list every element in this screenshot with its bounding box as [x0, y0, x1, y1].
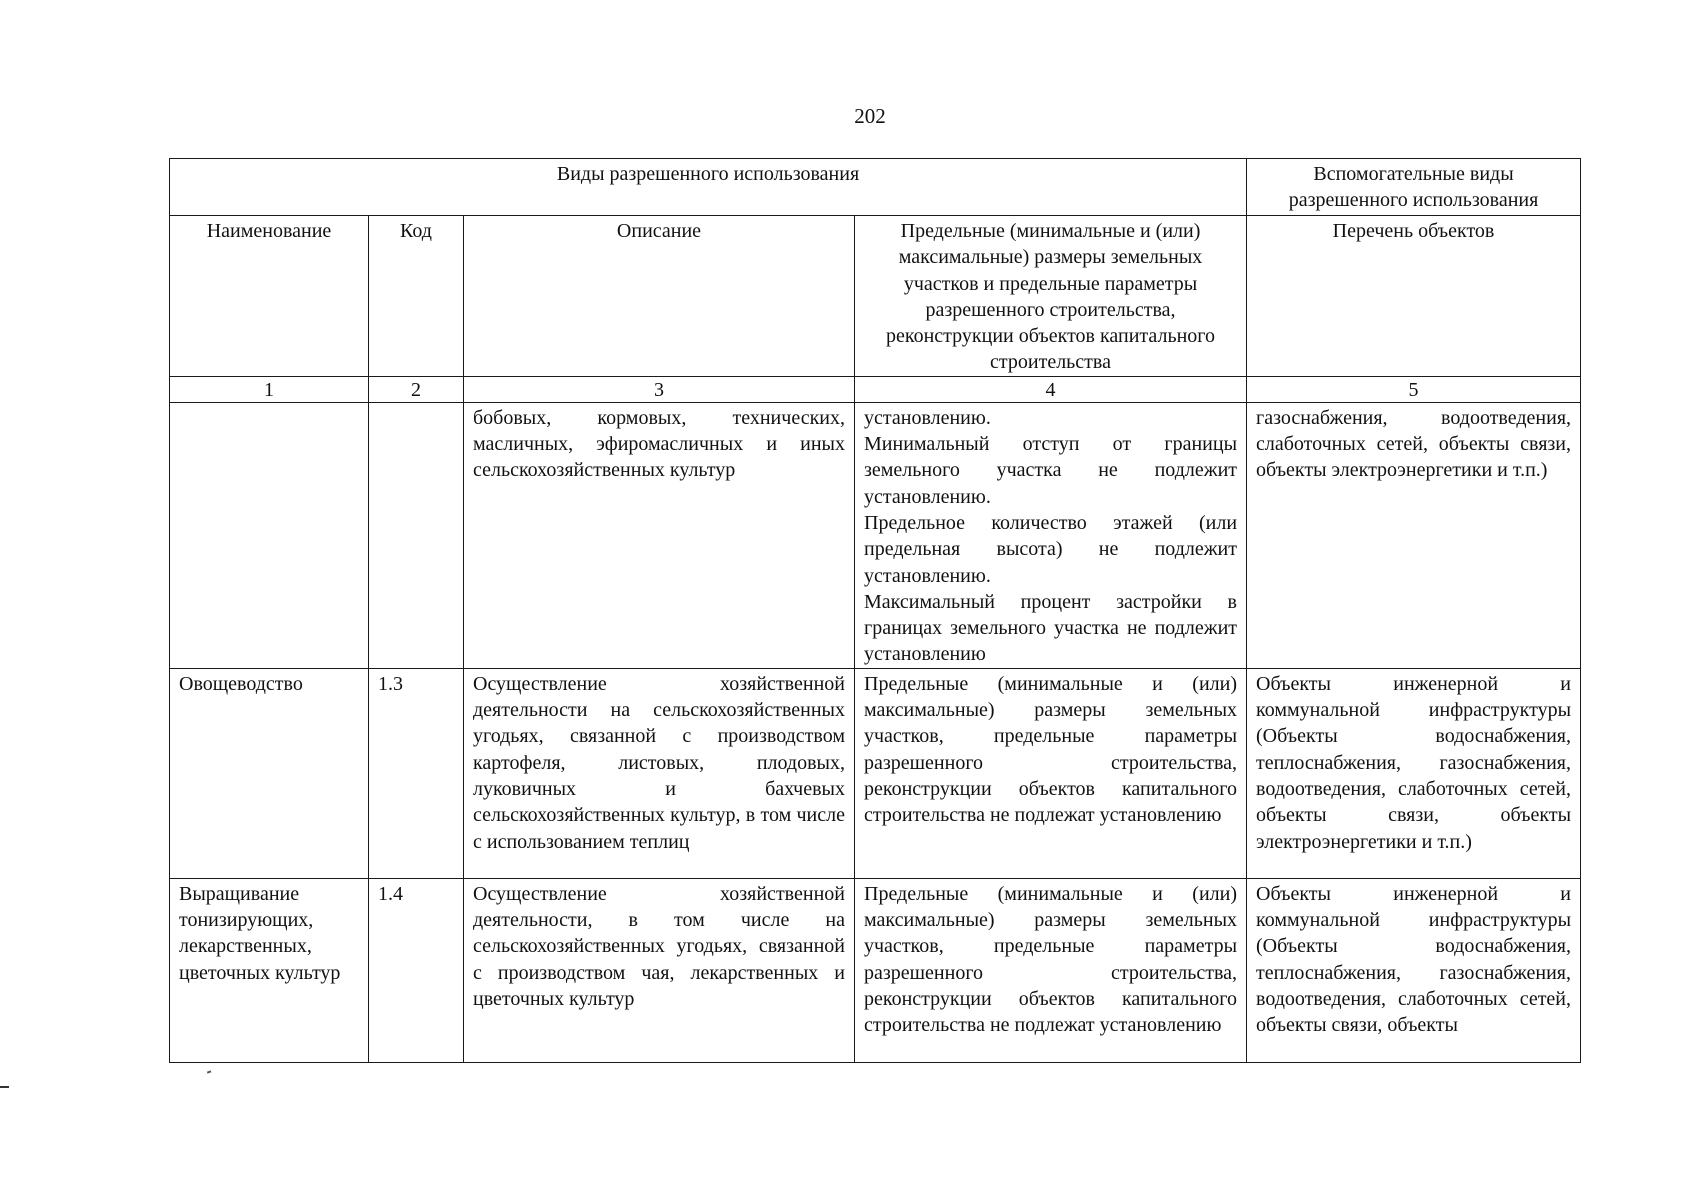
limits-paragraph: Минимальный отступ от границы земельного участка не подлежит установлению.: [864, 433, 1238, 508]
cell-description: Осуществление хозяйственной деятельности, в том числе на сельскохозяйственных угодьях, связанной с производством чая, лекарственных и цветочных культур: [464, 878, 855, 1062]
cell-name: [170, 402, 369, 668]
table-row: [170, 878, 1581, 1062]
table-column-header-row: [170, 216, 1581, 377]
table-row: [170, 668, 1581, 878]
scan-margin-mark: [0, 1086, 9, 1088]
page-number: 202: [854, 104, 886, 128]
table-row: [170, 402, 1581, 668]
cell-code: 1.4: [369, 878, 464, 1062]
limits-paragraph: установлению.: [864, 406, 991, 429]
column-number: 4: [855, 376, 1247, 402]
cell-limits: [855, 402, 1247, 668]
cell-objects: Объекты инженерной и коммунальной инфраструктуры (Объекты водоснабжения, теплоснабжения, газоснабжения, водоотведения, слаботочных сетей, объекты связи, объекты: [1247, 878, 1581, 1062]
cell-objects: Объекты инженерной и коммунальной инфраструктуры (Объекты водоснабжения, теплоснабжения, газоснабжения, водоотведения, слаботочных сетей, объекты связи, объекты электроэнергетики и т.п.): [1247, 668, 1581, 878]
limits-paragraph: Предельные (минимальные и (или) максимальные) размеры земельных участков, предельные параметры разрешенного строительства, реконструкции объектов капитального строительства не подлежат установлению: [864, 672, 1238, 827]
cell-objects: газоснабжения, водоотведения, слаботочных сетей, объекты связи, объекты электроэнергетики и т.п.): [1247, 402, 1581, 668]
column-header-limits: Предельные (минимальные и (или) максимальные) размеры земельных участков и предельные параметры разрешенного строительства, реконструкции объектов капитального строительства: [855, 216, 1247, 377]
table-group-header-row: [170, 159, 1581, 216]
scan-speck: [207, 1070, 211, 1073]
column-header-name: Наименование: [170, 216, 369, 377]
cell-name: Выращивание тонизирующих, лекарственных, цветочных культур: [170, 878, 369, 1062]
cell-code: [369, 402, 464, 668]
group-header-aux: Вспомогательные виды разрешенного использования: [1247, 159, 1581, 216]
column-number: 5: [1247, 376, 1581, 402]
cell-description: бобовых, кормовых, технических, масличных, эфиромасличных и иных сельскохозяйственных культур: [464, 402, 855, 668]
cell-limits: [855, 878, 1247, 1062]
column-number: 1: [170, 376, 369, 402]
cell-description: Осуществление хозяйственной деятельности на сельскохозяйственных угодьях, связанной с производством картофеля, листовых, плодовых, луковичных и бахчевых сельскохозяйственных культур, в том числе с использованием теплиц: [464, 668, 855, 878]
limits-paragraph: Предельные (минимальные и (или) максимальные) размеры земельных участков, предельные параметры разрешенного строительства, реконструкции объектов капитального строительства не подлежат установлению: [864, 882, 1238, 1037]
cell-name: Овощеводство: [170, 668, 369, 878]
column-number: 3: [464, 376, 855, 402]
column-header-objects: Перечень объектов: [1247, 216, 1581, 377]
cell-limits: [855, 668, 1247, 878]
group-header-main: Виды разрешенного использования: [170, 159, 1247, 216]
column-number: 2: [369, 376, 464, 402]
column-header-code: Код: [369, 216, 464, 377]
limits-paragraph: Предельное количество этажей (или предельная высота) не подлежит установлению.: [864, 511, 1238, 587]
column-number-row: [170, 376, 1581, 402]
column-header-description: Описание: [464, 216, 855, 377]
limits-paragraph: Максимальный процент застройки в границах земельного участка не подлежит установлению: [864, 590, 1238, 666]
permitted-use-table: [169, 158, 1581, 1063]
cell-code: 1.3: [369, 668, 464, 878]
